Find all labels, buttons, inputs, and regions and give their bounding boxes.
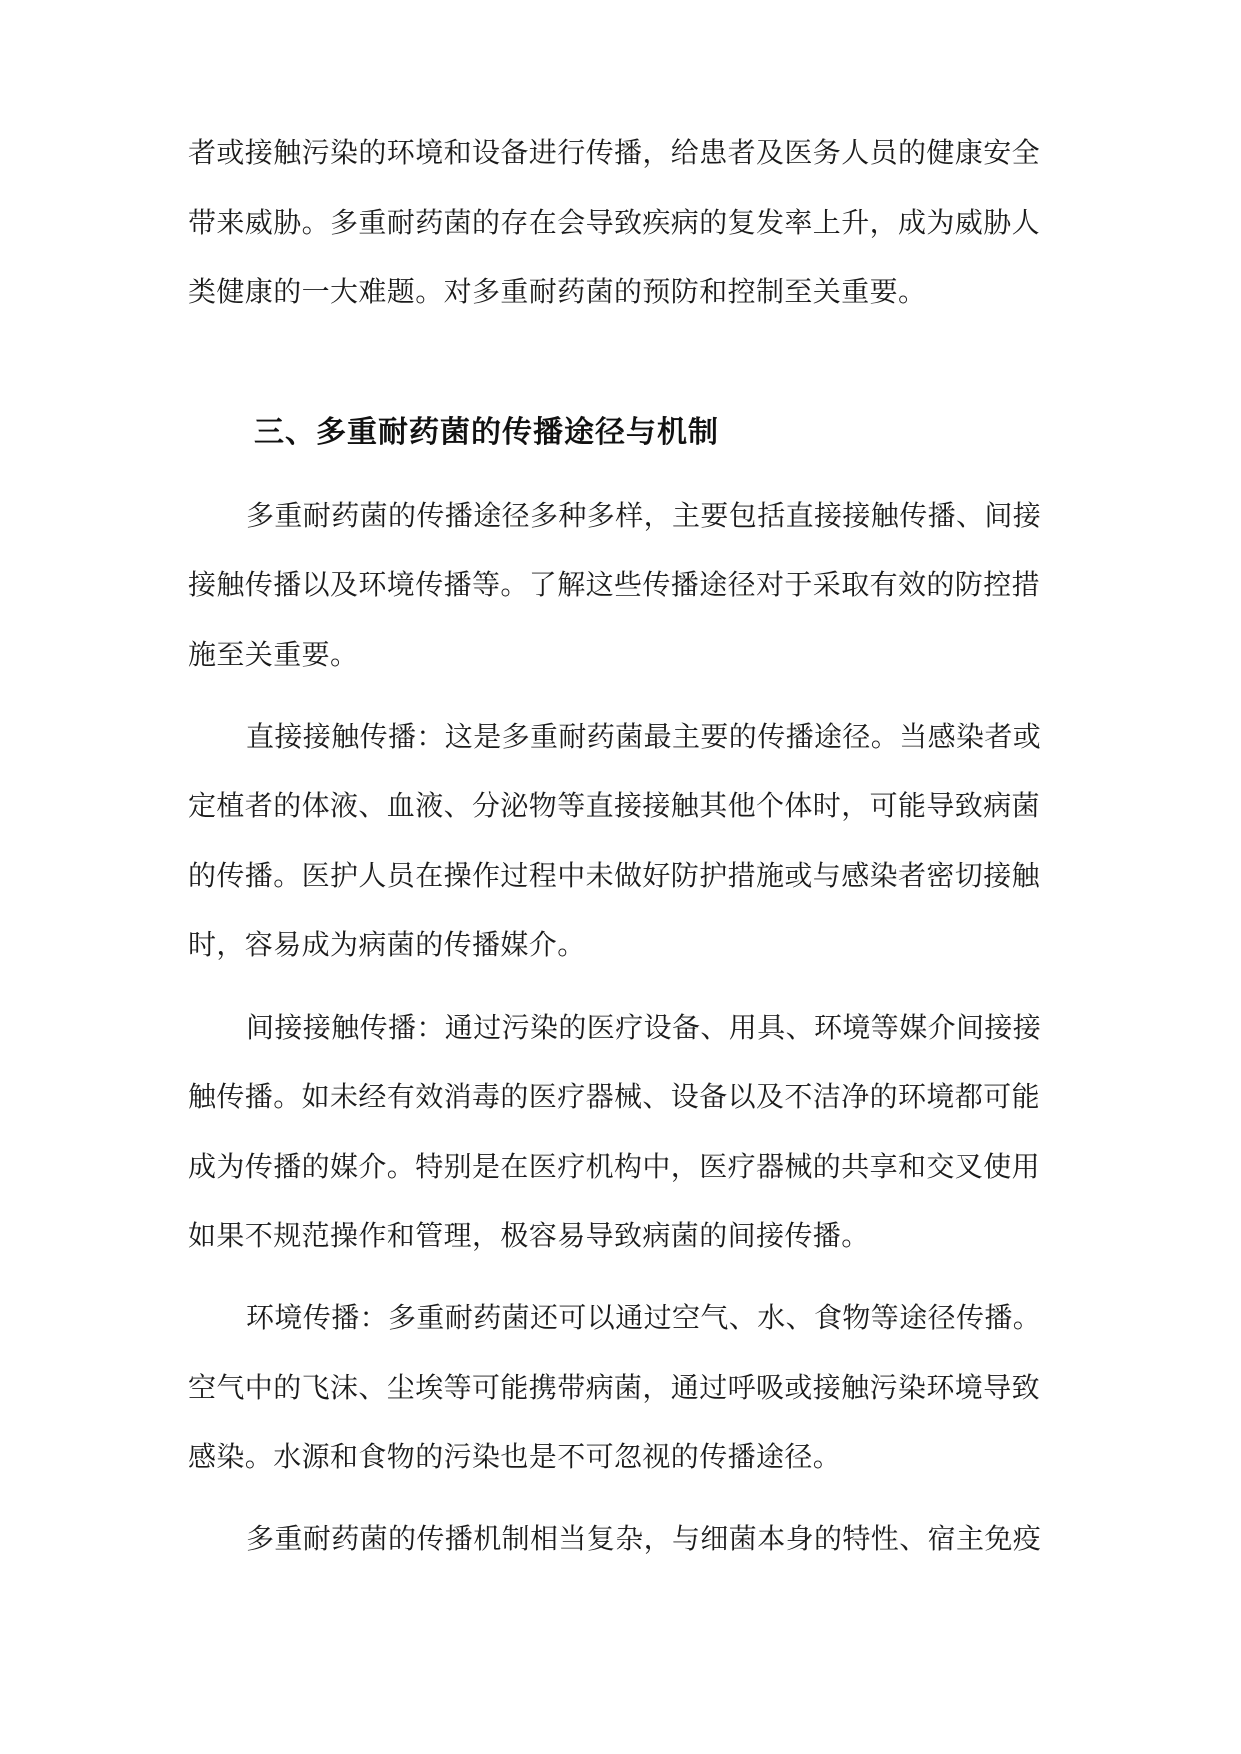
intro-line-3: 类健康的一大难题。对多重耐药菌的预防和控制至关重要。 bbox=[188, 275, 927, 308]
p3-line-1: 间接接触传播：通过污染的医疗设备、用具、环境等媒介间接接 bbox=[246, 1011, 1042, 1044]
p2-line-2: 定植者的体液、血液、分泌物等直接接触其他个体时，可能导致病菌 bbox=[188, 789, 1041, 822]
p2-line-1: 直接接触传播：这是多重耐药菌最主要的传播途径。当感染者或 bbox=[246, 720, 1042, 753]
p2-line-4: 时，容易成为病菌的传播媒介。 bbox=[188, 928, 586, 961]
p3-line-2: 触传播。如未经有效消毒的医疗器械、设备以及不洁净的环境都可能 bbox=[188, 1080, 1041, 1113]
p1-line-2: 接触传播以及环境传播等。了解这些传播途径对于采取有效的防控措 bbox=[188, 568, 1041, 601]
p4-line-2: 空气中的飞沫、尘埃等可能携带病菌，通过呼吸或接触污染环境导致 bbox=[188, 1371, 1041, 1404]
p5-line-1: 多重耐药菌的传播机制相当复杂，与细菌本身的特性、宿主免疫 bbox=[246, 1522, 1042, 1555]
p2-line-3: 的传播。医护人员在操作过程中未做好防护措施或与感染者密切接触 bbox=[188, 859, 1041, 892]
section-heading: 三、多重耐药菌的传播途径与机制 bbox=[254, 415, 719, 450]
p3-line-4: 如果不规范操作和管理，极容易导致病菌的间接传播。 bbox=[188, 1219, 870, 1252]
p1-line-1: 多重耐药菌的传播途径多种多样，主要包括直接接触传播、间接 bbox=[246, 499, 1042, 532]
intro-line-2: 带来威胁。多重耐药菌的存在会导致疾病的复发率上升，成为威胁人 bbox=[188, 206, 1041, 239]
p4-line-1: 环境传播：多重耐药菌还可以通过空气、水、食物等途径传播。 bbox=[246, 1301, 1042, 1334]
intro-line-1: 者或接触污染的环境和设备进行传播，给患者及医务人员的健康安全 bbox=[188, 136, 1041, 169]
p3-line-3: 成为传播的媒介。特别是在医疗机构中，医疗器械的共享和交叉使用 bbox=[188, 1150, 1041, 1183]
p4-line-3: 感染。水源和食物的污染也是不可忽视的传播途径。 bbox=[188, 1440, 842, 1473]
p1-line-3: 施至关重要。 bbox=[188, 638, 359, 671]
